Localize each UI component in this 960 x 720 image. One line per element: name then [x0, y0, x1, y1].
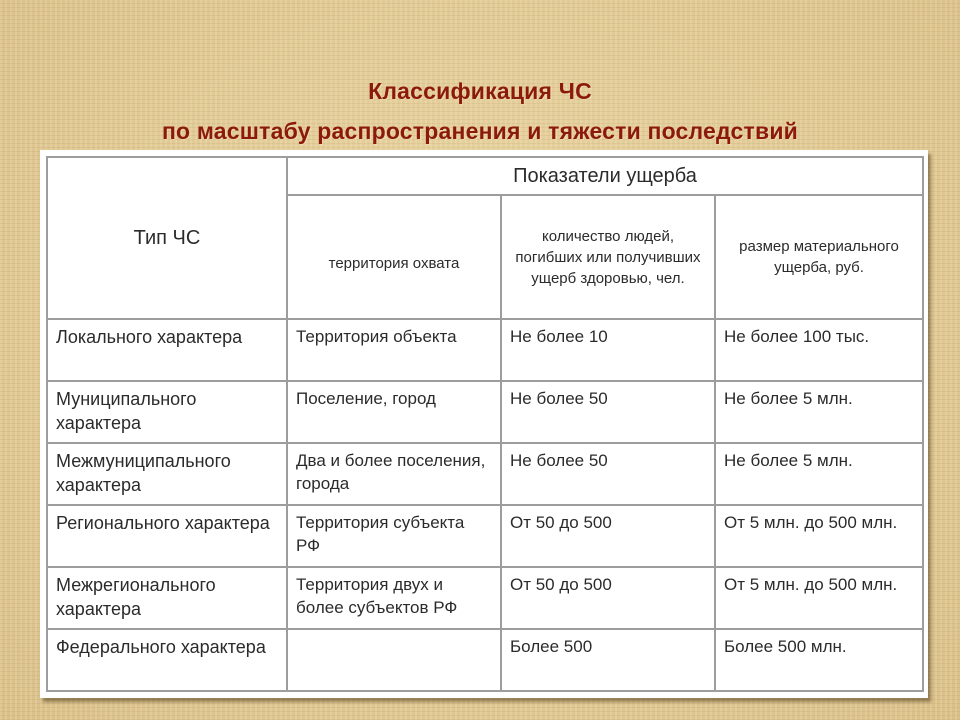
cell-type: Межрегионального характера [47, 567, 287, 629]
cell-damage: От 5 млн. до 500 млн. [715, 567, 923, 629]
header-people: количество людей, погибших или получивших ущерб здоровью, чел. [501, 195, 715, 319]
classification-table [46, 156, 924, 692]
table-row [47, 629, 923, 691]
header-territory: территория охвата [287, 195, 501, 319]
cell-type: Регионального характера [47, 505, 287, 567]
cell-territory [287, 629, 501, 691]
cell-territory: Территория двух и более субъектов РФ [287, 567, 501, 629]
cell-type: Межмуниципального характера [47, 443, 287, 505]
table-row [47, 381, 923, 443]
cell-people: Не более 10 [501, 319, 715, 381]
cell-people: Не более 50 [501, 381, 715, 443]
header-damage-group: Показатели ущерба [287, 157, 923, 195]
cell-damage: Не более 100 тыс. [715, 319, 923, 381]
cell-damage: Более 500 млн. [715, 629, 923, 691]
cell-people: От 50 до 500 [501, 567, 715, 629]
cell-damage: От 5 млн. до 500 млн. [715, 505, 923, 567]
table-row [47, 443, 923, 505]
header-type: Тип ЧС [47, 157, 287, 319]
cell-territory: Территория объекта [287, 319, 501, 381]
cell-damage: Не более 5 млн. [715, 443, 923, 505]
cell-people: От 50 до 500 [501, 505, 715, 567]
title-line-2: по масштабу распространения и тяжести последствий [161, 118, 799, 144]
cell-people: Более 500 [501, 629, 715, 691]
header-row-1 [47, 157, 923, 195]
header-damage: размер материального ущерба, руб. [715, 195, 923, 319]
cell-type: Федерального характера [47, 629, 287, 691]
cell-territory: Два и более поселения, города [287, 443, 501, 505]
table-row [47, 567, 923, 629]
cell-damage: Не более 5 млн. [715, 381, 923, 443]
cell-type: Локального характера [47, 319, 287, 381]
cell-type: Муниципального характера [47, 381, 287, 443]
cell-territory: Территория субъекта РФ [287, 505, 501, 567]
cell-territory: Поселение, город [287, 381, 501, 443]
title-line-1: Классификация ЧС [368, 78, 592, 104]
table-row [47, 319, 923, 381]
table-row [47, 505, 923, 567]
classification-table-panel [40, 150, 928, 698]
cell-people: Не более 50 [501, 443, 715, 505]
